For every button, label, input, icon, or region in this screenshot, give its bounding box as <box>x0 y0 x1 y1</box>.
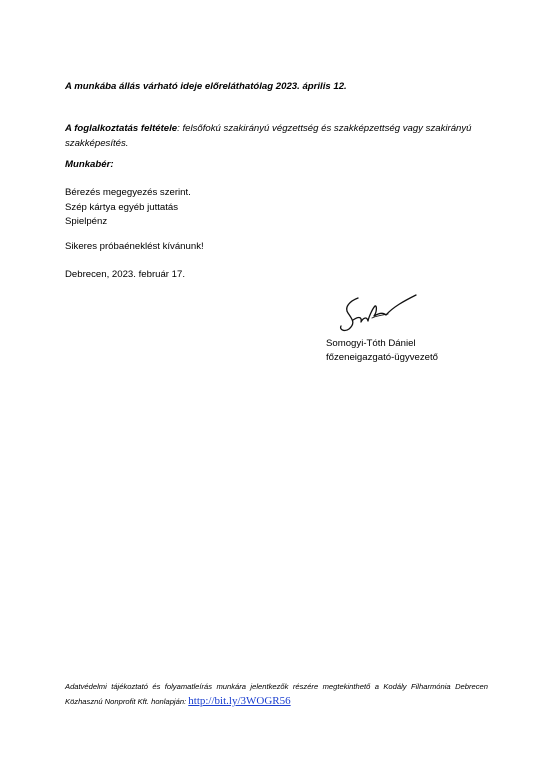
handwritten-signature <box>332 292 422 334</box>
place-date: Debrecen, 2023. február 17. <box>65 269 186 280</box>
privacy-link[interactable]: http://bit.ly/3WOGR56 <box>188 695 291 707</box>
signer-name: Somogyi-Tóth Dániel <box>326 338 416 349</box>
benefit-item: Spielpénz <box>65 216 108 227</box>
salary-heading: Munkabér: <box>65 159 114 170</box>
conditions-text: : felsőfokú szakirányú végzettség és szakképzettség vagy szakirányú szakképesítés. <box>65 123 472 149</box>
signer-title: főzeneigazgató-ügyvezető <box>326 351 439 363</box>
benefit-item: Szép kártya egyéb juttatás <box>65 201 179 213</box>
start-date-line: A munkába állás várható ideje előreláthatólag 2023. április 12. <box>65 81 347 92</box>
employment-conditions <box>65 122 488 151</box>
signer-block <box>326 337 438 364</box>
privacy-footer <box>65 680 488 709</box>
benefits-list <box>65 186 488 230</box>
closing-wish: Sikeres próbaéneklést kívánunk! <box>65 241 204 252</box>
conditions-label: A foglalkoztatás feltétele <box>65 123 178 134</box>
benefit-item: Bérezés megegyezés szerint. <box>65 187 191 198</box>
footer-text: Adatvédelmi tájékoztató és folyamatleírás munkára jelentkezők részére megtekinthető a Kodály Filharmónia Debrecen Közhasznú Nonprofit Kft. honlapján: <box>65 682 488 706</box>
